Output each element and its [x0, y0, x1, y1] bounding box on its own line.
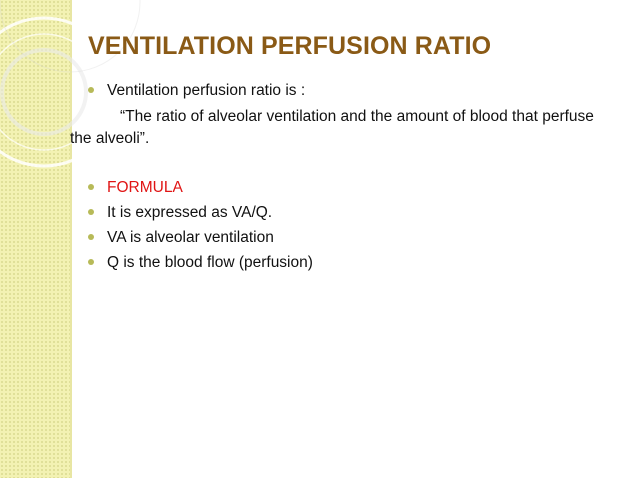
- bullet-item-va: [88, 227, 274, 249]
- slide-title: VENTILATION PERFUSION RATIO: [88, 32, 492, 60]
- bullet-item-intro: [88, 80, 305, 102]
- bullet-icon: [88, 209, 94, 215]
- bullet-text: VA is alveolar ventilation: [107, 229, 274, 246]
- definition-line-1: “The ratio of alveolar ventilation and the amount of blood that perfuse: [120, 108, 594, 125]
- bullet-icon: [88, 184, 94, 190]
- definition-line-2: the alveoli”.: [70, 130, 150, 147]
- bullet-icon: [88, 259, 94, 265]
- bullet-icon: [88, 87, 94, 93]
- bullet-text: It is expressed as VA/Q.: [107, 204, 273, 221]
- bullet-icon: [88, 234, 94, 240]
- intro-text: Ventilation perfusion ratio is :: [107, 82, 306, 99]
- bullet-item-formula: [88, 177, 183, 199]
- bullet-item-expression: [88, 202, 272, 224]
- bullet-item-q: [88, 252, 313, 274]
- formula-label: FORMULA: [107, 179, 183, 196]
- bullet-text: Q is the blood flow (perfusion): [107, 254, 313, 271]
